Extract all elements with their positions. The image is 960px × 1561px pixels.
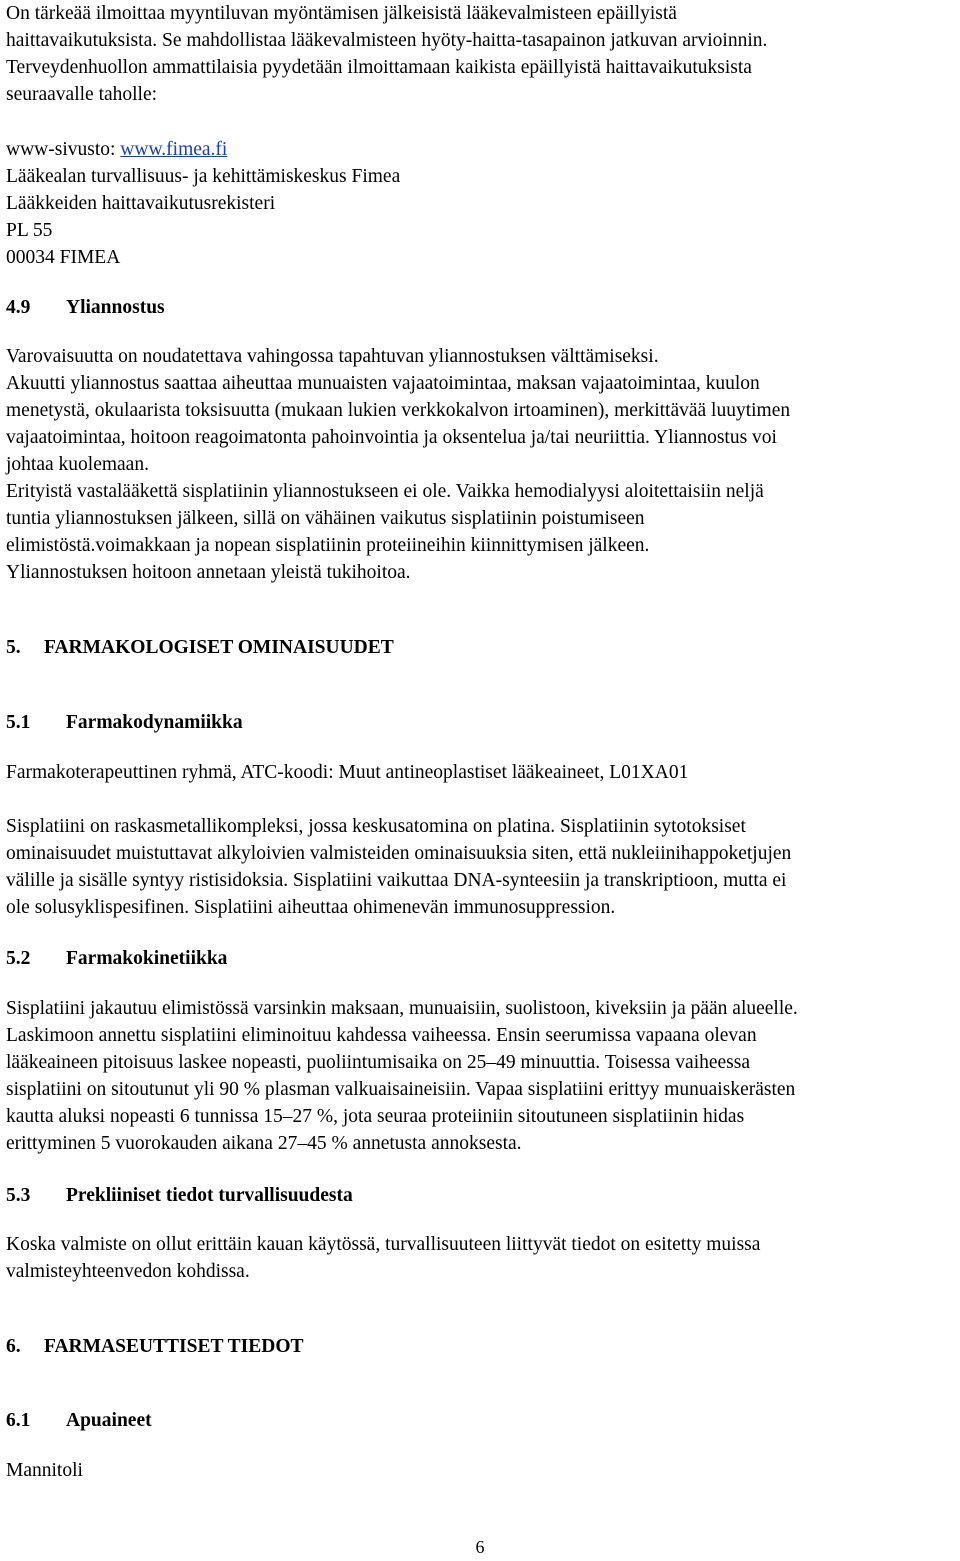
section-4-9-body: [6, 343, 954, 586]
body-line: kautta aluksi nopeasti 6 tunnissa 15–27 %, jota seuraa proteiiniin sitoutuneen sisplatiinin hidas: [6, 1106, 745, 1127]
section-title: Prekliiniset tiedot turvallisuudesta: [66, 1185, 353, 1206]
section-heading-5: [6, 634, 394, 661]
section-title: FARMAKOLOGISET OMINAISUUDET: [44, 637, 394, 658]
body-line: vajaatoimintaa, hoitoon reagoimatonta pahoinvointia ja oksentelua ja/tai neuriittia. Yliannostus voi: [6, 427, 777, 448]
section-5-3-body: [6, 1231, 954, 1285]
intro-line: Terveydenhuollon ammattilaisia pyydetään ilmoittamaan kaikista epäillyistä haittavaikutuksista: [6, 57, 752, 78]
body-line: Erityistä vastalääkettä sisplatiinin yliannostukseen ei ole. Vaikka hemodialyysi aloitettaisiin neljä: [6, 481, 764, 502]
section-title: Farmakokinetiikka: [66, 948, 228, 969]
body-line: Yliannostuksen hoitoon annetaan yleistä tukihoitoa.: [6, 562, 411, 583]
body-line: erittyminen 5 vuorokauden aikana 27–45 % annetusta annoksesta.: [6, 1133, 522, 1154]
section-number: 6.1: [6, 1410, 31, 1431]
section-number: 5.2: [6, 948, 31, 969]
body-line: välille ja sisälle syntyy ristisidoksia. Sisplatiini vaikuttaa DNA-synteesiin ja transkriptioon, mutta ei: [6, 870, 787, 891]
website-line: [6, 136, 954, 163]
contact-line: 00034 FIMEA: [6, 247, 121, 268]
website-label: www-sivusto:: [6, 139, 121, 160]
section-number: 6.: [6, 1336, 21, 1357]
contact-line: PL 55: [6, 220, 53, 241]
intro-line: haittavaikutuksista. Se mahdollistaa lääkevalmisteen hyöty-haitta-tasapainon jatkuvan arvioinnin.: [6, 30, 768, 51]
section-heading-5-1: [6, 709, 243, 736]
section-heading-4-9: [6, 294, 165, 321]
body-line: ole solusyklispesifinen. Sisplatiini aiheuttaa ohimenevän immunosuppression.: [6, 897, 616, 918]
section-number: 5.3: [6, 1185, 31, 1206]
intro-paragraph: [6, 0, 954, 108]
contact-block: [6, 136, 954, 271]
section-heading-6: [6, 1333, 304, 1360]
body-line: Akuutti yliannostus saattaa aiheuttaa munuaisten vajaatoimintaa, maksan vajaatoimintaa, kuulon: [6, 373, 760, 394]
section-heading-5-3: [6, 1182, 353, 1209]
contact-line: Lääkealan turvallisuus- ja kehittämiskeskus Fimea: [6, 166, 401, 187]
section-number: 5.1: [6, 712, 31, 733]
body-line: elimistöstä.voimakkaan ja nopean sisplatiinin proteiineihin kiinnittymisen jälkeen.: [6, 535, 650, 556]
section-title: Yliannostus: [66, 297, 165, 318]
excipient-text: Mannitoli: [6, 1460, 83, 1481]
body-line: sisplatiini on sitoutunut yli 90 % plasman valkuaisaineisiin. Vapaa sisplatiini erittyy munuaiskerästen: [6, 1079, 796, 1100]
section-title: Farmakodynamiikka: [66, 712, 243, 733]
section-title: Apuaineet: [66, 1410, 152, 1431]
body-line: johtaa kuolemaan.: [6, 454, 149, 475]
body-line: tuntia yliannostuksen jälkeen, sillä on vähäinen vaikutus sisplatiinin poistumiseen: [6, 508, 645, 529]
page-number: 6: [475, 1537, 485, 1557]
body-line: Sisplatiini on raskasmetallikompleksi, jossa keskusatomina on platina. Sisplatiinin sytotoksiset: [6, 816, 746, 837]
body-line: Laskimoon annettu sisplatiini eliminoituu kahdessa vaiheessa. Ensin seerumissa vapaana olevan: [6, 1025, 757, 1046]
section-number: 4.9: [6, 297, 31, 318]
section-5-2-body: [6, 995, 954, 1157]
body-line: ominaisuudet muistuttavat alkyloivien valmisteiden ominaisuuksia siten, että nukleiinihappoketjujen: [6, 843, 792, 864]
section-heading-5-2: [6, 945, 227, 972]
atc-line: Farmakoterapeuttinen ryhmä, ATC-koodi: Muut antineoplastiset lääkeaineet, L01XA01: [6, 762, 689, 783]
body-line: Varovaisuutta on noudatettava vahingossa tapahtuvan yliannostuksen välttämiseksi.: [6, 346, 659, 367]
body-line: Koska valmiste on ollut erittäin kauan käytössä, turvallisuuteen liittyvät tiedot on esitetty muissa: [6, 1234, 761, 1255]
section-title: FARMASEUTTISET TIEDOT: [44, 1336, 304, 1357]
body-line: menetystä, okulaarista toksisuutta (mukaan lukien verkkokalvon irtoaminen), merkittävää luuytimen: [6, 400, 791, 421]
intro-line: On tärkeää ilmoittaa myyntiluvan myöntämisen jälkeisistä lääkevalmisteen epäillyistä: [6, 3, 677, 24]
body-line: Sisplatiini jakautuu elimistössä varsinkin maksaan, munuaisiin, suolistoon, kiveksiin ja pään alueelle.: [6, 998, 798, 1019]
section-number: 5.: [6, 637, 21, 658]
intro-line: seuraavalle taholle:: [6, 84, 158, 105]
body-line: valmisteyhteenvedon kohdissa.: [6, 1261, 250, 1282]
body-line: lääkeaineen pitoisuus laskee nopeasti, puoliintumisaika on 25–49 minuuttia. Toisessa vaiheessa: [6, 1052, 750, 1073]
fimea-link[interactable]: www.fimea.fi: [120, 139, 228, 160]
section-heading-6-1: [6, 1407, 152, 1434]
contact-line: Lääkkeiden haittavaikutusrekisteri: [6, 193, 276, 214]
section-5-1-body: [6, 813, 954, 921]
